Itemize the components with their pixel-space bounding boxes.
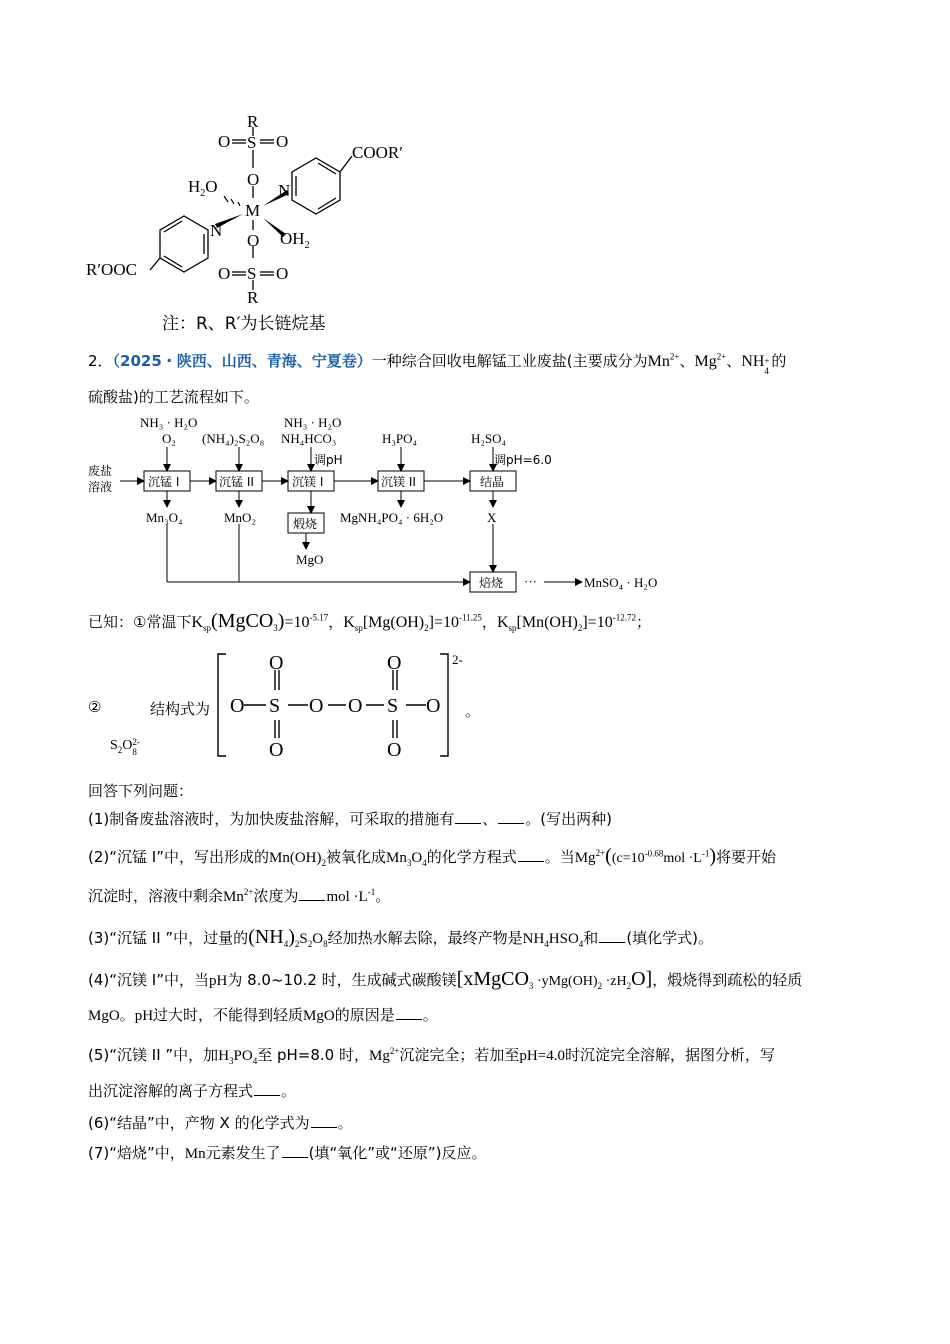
- atom-s-bottom: S: [247, 264, 257, 283]
- answer-blank[interactable]: [599, 928, 625, 943]
- question-4b: MgO。pH过大时，不能得到轻质MgO的原因是 。: [88, 1006, 438, 1024]
- ligand-oh2: $OH_2$: [280, 229, 310, 251]
- step-3: 沉镁 I: [292, 475, 324, 489]
- question-5b: 出沉淀溶解的离子方程式 。: [88, 1082, 297, 1100]
- atom-s-top: S: [247, 133, 257, 152]
- known-line-1: 已知：①常温下$K_{sp}(MgCO_3)=10^{-5.17}$，$K_{sp}[Mg(OH)_2]=10^{-11.25}$，$K_{sp}[Mn(OH)_2]=10^{-12.72}$；: [88, 610, 651, 634]
- atom-n-right: N: [278, 181, 291, 200]
- atom-o: O: [276, 132, 289, 151]
- question-2-intro: [88, 350, 787, 376]
- reagent-2: (NH₄)₂S₂O₈: [202, 431, 265, 446]
- feed-label-2: 溶液: [88, 480, 113, 494]
- output-mgo: MgO: [296, 552, 324, 567]
- metal-m: M: [245, 201, 261, 220]
- answer-blank[interactable]: [396, 1005, 422, 1020]
- step-2: 沉锰 II: [219, 475, 254, 489]
- atom-o-link: O: [247, 231, 260, 250]
- answer-blank[interactable]: [518, 847, 544, 862]
- sep: 、: [726, 352, 742, 370]
- struct-o: O: [387, 652, 402, 674]
- ion-mg: $Mg^{2+}$: [694, 351, 727, 370]
- atom-o: O: [218, 132, 231, 151]
- answer-blank[interactable]: [498, 809, 524, 824]
- struct-o: O: [348, 695, 363, 717]
- struct-s: S: [387, 695, 399, 717]
- atom-r-bottom: R: [247, 288, 259, 307]
- reagent-3b: NH₄HCO₃: [281, 431, 337, 446]
- question-2b: 沉淀时，溶液中剩余$Mn^{2+}$浓度为 mol $\cdot L^{-1}$。: [88, 887, 391, 905]
- calcine-step: 煅烧: [293, 517, 318, 531]
- question-6: (6)“结晶”中，产物 X 的化学式为 。: [88, 1114, 353, 1132]
- question-3: (3)“沉锰 II ”中，过量的$(NH_4)_2S_2O_8$经加热水解去除，最终产物是$NH_4HSO_4$和 (填化学式)。: [88, 926, 714, 949]
- group-rooc: R′OOC: [86, 260, 137, 279]
- figure-note: 注：R、R′为长链烷基: [162, 314, 326, 334]
- reagent-3a: NH₃ · H₂O: [284, 415, 342, 430]
- struct-o: O: [269, 652, 284, 674]
- question-4a: (4)“沉镁 I”中，当pH为 8.0~10.2 时，生成碱式碳酸镁[xMgCO$_3$ $\cdot yMg(OH)_2 \cdot zH_2O$]，煅烧得到疏松的轻质: [88, 968, 803, 991]
- answer-blank[interactable]: [282, 1143, 308, 1158]
- intro-text: 的: [771, 352, 787, 370]
- answer-head: 回答下列问题：: [88, 782, 194, 800]
- atom-r-top: R: [247, 112, 259, 131]
- atom-o-link: O: [247, 170, 260, 189]
- answer-blank[interactable]: [254, 1081, 280, 1096]
- output-x: X: [487, 510, 497, 525]
- reagent-1a: NH₃ · H₂O: [140, 415, 198, 430]
- flow-dots: ···: [524, 574, 537, 589]
- struct-charge: 2-: [452, 652, 463, 667]
- struct-o: O: [387, 739, 402, 760]
- ion-nh4: NH + 4: [741, 353, 770, 376]
- output-mno2: MnO₂: [224, 510, 256, 525]
- s2o8-ion-label: $S_2O$ 2- 8: [110, 737, 140, 757]
- question-7: (7)“焙烧”中，Mn元素发生了 (填“氧化”或“还原”)反应。: [88, 1144, 487, 1162]
- struct-o: O: [230, 695, 245, 717]
- reagent-4: H₃PO₄: [382, 431, 418, 446]
- ion-mn: $Mn^{2+}$: [647, 351, 680, 370]
- question-2a: (2)“沉锰 I”中，写出形成的$Mn(OH)_2$被氧化成$Mn_3O_4$的化学方程式 。当$Mg^{2+}((c=10^{-0.68}mol \cdot L^{-1})$将要开始: [88, 845, 777, 868]
- question-1: (1)制备废盐溶液时，为加快废盐溶解，可采取的措施有 、 。(写出两种): [88, 810, 612, 828]
- structure-label: 结构式为: [150, 700, 211, 718]
- answer-blank[interactable]: [299, 886, 325, 901]
- question-source: （2025・陕西、山西、青海、宁夏卷）: [112, 352, 372, 370]
- atom-o: O: [276, 264, 289, 283]
- intro-text: 一种综合回收电解锰工业废盐(主要成分为: [371, 352, 648, 370]
- ligand-h2o: $H_2O$: [188, 177, 218, 199]
- group-coor: COOR′: [352, 143, 403, 162]
- structure-period: 。: [465, 702, 481, 720]
- struct-o: O: [269, 739, 284, 760]
- adjust-ph-5: 调pH=6.0: [494, 453, 552, 467]
- question-5a: (5)“沉镁 II ”中，加$H_3PO_4$至 pH=8.0 时，$Mg^{2+}$沉淀完全；若加至pH=4.0时沉淀完全溶解，据图分析，写: [88, 1046, 775, 1066]
- roast-step: 焙烧: [479, 576, 504, 590]
- intro-text-line2: 硫酸盐)的工艺流程如下。: [88, 388, 259, 406]
- step-5: 结晶: [480, 475, 505, 489]
- sep: 、: [679, 352, 695, 370]
- process-flowchart: [84, 412, 684, 602]
- reagent-5: H₂SO₄: [471, 431, 507, 446]
- s2o8-structural-formula: [214, 650, 484, 760]
- answer-blank[interactable]: [311, 1113, 337, 1128]
- final-product: MnSO₄ · H₂O: [584, 575, 658, 590]
- output-mgnh4po4: MgNH₄PO₄ · 6H₂O: [340, 510, 444, 525]
- question-number: 2．: [88, 352, 113, 370]
- output-mn3o4: Mn₃O₄: [146, 510, 183, 525]
- struct-s: S: [269, 695, 281, 717]
- answer-blank[interactable]: [455, 809, 481, 824]
- step-1: 沉锰 I: [148, 475, 180, 489]
- reagent-1b: O₂: [162, 431, 176, 446]
- known-item-2: ②: [88, 698, 102, 716]
- feed-label-1: 废盐: [88, 464, 113, 478]
- struct-o: O: [309, 695, 324, 717]
- adjust-ph-3: 调pH: [314, 453, 343, 467]
- struct-o: O: [426, 695, 441, 717]
- step-4: 沉镁 II: [381, 475, 416, 489]
- atom-n-left: N: [210, 221, 223, 240]
- complex-structure-figure: [80, 110, 410, 340]
- atom-o: O: [218, 264, 231, 283]
